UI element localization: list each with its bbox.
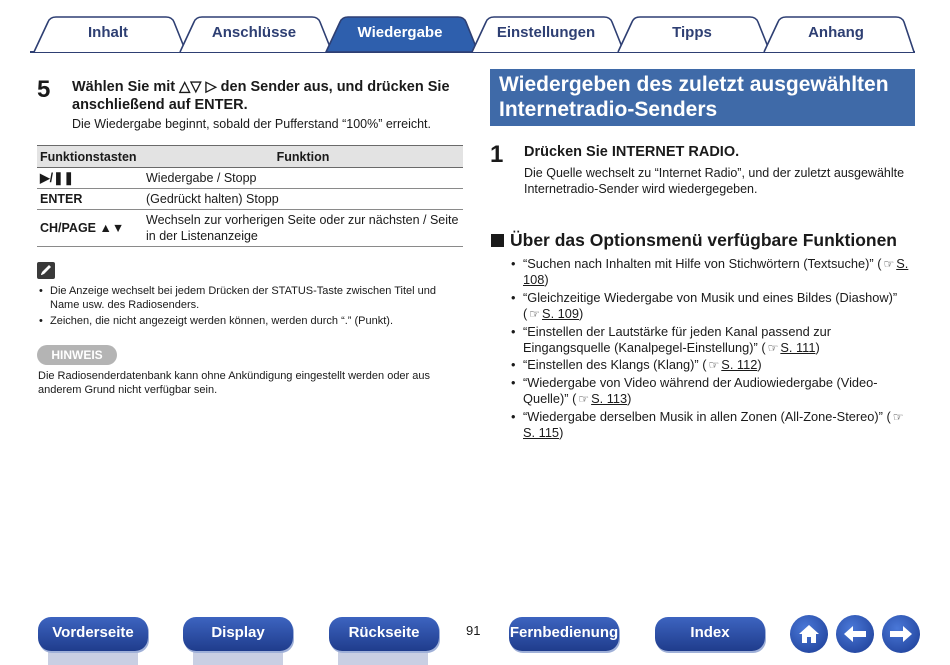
vorderseite-button[interactable]: Vorderseite xyxy=(38,617,148,651)
table-cell-function: Wechseln zur vorherigen Seite oder zur nächsten / Seite in der Listenanzeige xyxy=(143,210,463,247)
display-button[interactable]: Display xyxy=(183,617,293,651)
table-cell-function: Wiedergabe / Stopp xyxy=(143,168,463,189)
pointing-hand-icon: ☞ xyxy=(529,307,541,322)
page-reference-link[interactable]: S. 115 xyxy=(523,425,560,441)
table-header-row xyxy=(37,146,463,168)
page-reference-link[interactable]: S. 113 xyxy=(591,391,628,407)
list-item: • “Gleichzeitige Wiedergabe von Musik und eines Bildes (Diashow)” ( ☞ S. 109) xyxy=(510,290,915,323)
tab-tipps[interactable]: Tipps xyxy=(672,24,712,41)
page-reference-link[interactable]: S. 108 xyxy=(523,256,909,288)
table-header-keys: Funktionstasten xyxy=(37,146,143,168)
list-item: • “Einstellen der Lautstärke für jeden Kanal passend zur Eingangsquelle (Kanalpegel-Einstellung)” ( ☞ S. 111) xyxy=(510,324,915,357)
page-reference-link[interactable]: S. 112 xyxy=(721,357,758,373)
back-button[interactable] xyxy=(836,615,874,653)
table-cell-key: CH/PAGE ▲▼ xyxy=(37,210,143,247)
pencil-icon xyxy=(37,262,55,279)
table-cell-function: (Gedrückt halten) Stopp xyxy=(143,189,463,210)
pointing-hand-icon: ☞ xyxy=(578,392,590,407)
page-number: 91 xyxy=(466,623,481,638)
home-icon xyxy=(790,615,828,653)
section-title: Wiedergeben des zuletzt ausgewählten Internetradio-Senders xyxy=(490,69,915,126)
fernbedienung-button[interactable]: Fernbedienung xyxy=(509,617,619,651)
step-heading-line2: anschließend auf ENTER. xyxy=(72,97,248,113)
options-heading-text: Über das Optionsmenü verfügbare Funktionen xyxy=(510,230,897,250)
options-list xyxy=(510,256,915,442)
step-heading-internet-radio: Drücken Sie INTERNET RADIO. xyxy=(524,144,740,160)
notes-list xyxy=(38,284,458,328)
arrow-left-icon xyxy=(836,615,874,653)
home-button[interactable] xyxy=(790,615,828,653)
footer-button-shadow xyxy=(48,651,138,665)
tab-anschluesse[interactable]: Anschlüsse xyxy=(211,24,297,41)
list-item: • “Wiedergabe derselben Musik in allen Zonen (All-Zone-Stereo)” ( ☞S. 115) xyxy=(510,409,915,442)
hinweis-badge: HINWEIS xyxy=(37,345,117,365)
option-text: “Einstellen des Klangs (Klang)” ( xyxy=(523,357,707,373)
step-number-5: 5 xyxy=(37,76,51,103)
arrow-right-icon xyxy=(882,615,920,653)
footer-button-shadow xyxy=(193,651,283,665)
table-row xyxy=(37,189,463,210)
list-item: • Zeichen, die nicht angezeigt werden können, werden durch “.” (Punkt). xyxy=(38,314,458,328)
table-cell-key: ENTER xyxy=(37,189,143,210)
forward-button[interactable] xyxy=(882,615,920,653)
options-section-heading xyxy=(491,230,897,251)
step-description: Die Wiedergabe beginnt, sobald der Pufferstand “100%” erreicht. xyxy=(72,117,432,131)
list-item: • “Einstellen des Klangs (Klang)” ( ☞ S. 112) xyxy=(510,357,915,373)
option-text: “Wiedergabe derselben Musik in allen Zonen (All-Zone-Stereo)” ( xyxy=(523,408,891,424)
table-header-function: Funktion xyxy=(143,146,463,168)
tab-wiedergabe[interactable]: Wiedergabe xyxy=(357,24,443,41)
pointing-hand-icon: ☞ xyxy=(708,358,720,373)
step-number-1: 1 xyxy=(490,141,504,168)
square-bullet-icon xyxy=(491,234,504,247)
hinweis-text: Die Radiosenderdatenbank kann ohne Ankündigung eingestellt werden oder aus anderem Grund nicht verfügbar sein. xyxy=(38,370,431,396)
footer-button-shadow xyxy=(338,651,428,665)
table-row xyxy=(37,168,463,189)
pointing-hand-icon: ☞ xyxy=(883,257,895,271)
option-text: “Gleichzeitige Wiedergabe von Musik und eines Bildes (Diashow)” ( xyxy=(523,289,898,322)
rueckseite-button[interactable]: Rückseite xyxy=(329,617,439,651)
pointing-hand-icon: ☞ xyxy=(892,409,904,424)
tab-bar xyxy=(0,0,950,58)
step-heading xyxy=(72,78,467,114)
option-text: “Einstellen der Lautstärke für jeden Kanal passend zur Eingangsquelle (Kanalpegel-Einstellung)” ( xyxy=(523,323,832,356)
table-row xyxy=(37,210,463,247)
index-button[interactable]: Index xyxy=(655,617,765,651)
list-item: • “Wiedergabe von Video während der Audiowiedergabe (Video-Quelle)” ( ☞ S. 113) xyxy=(510,375,915,408)
option-text: “Suchen nach Inhalten mit Hilfe von Stichwörtern (Textsuche)” ( xyxy=(523,256,882,271)
list-item: • Die Anzeige wechselt bei jedem Drücken der STATUS-Taste zwischen Titel und Name usw. des Radiosenders. xyxy=(38,284,458,312)
step-description-internet-radio: Die Quelle wechselt zu “Internet Radio”, und der zuletzt ausgewählte Internetradio-Sender wird wiedergegeben. xyxy=(524,166,905,196)
function-table xyxy=(37,145,463,247)
step-heading-line1: Wählen Sie mit △▽ ▷ den Sender aus, und drücken Sie xyxy=(72,79,450,95)
page-reference-link[interactable]: S. 109 xyxy=(542,306,580,322)
list-item: • “Suchen nach Inhalten mit Hilfe von Stichwörtern (Textsuche)” ( ☞ S. 108) xyxy=(510,256,915,289)
tab-anhang[interactable]: Anhang xyxy=(808,24,864,41)
tab-inhalt[interactable]: Inhalt xyxy=(88,24,128,41)
table-cell-key: ▶/❚❚ xyxy=(37,168,143,189)
pointing-hand-icon: ☞ xyxy=(767,341,779,356)
pencil-note-icon xyxy=(37,262,55,279)
tab-einstellungen[interactable]: Einstellungen xyxy=(496,24,596,41)
option-text: “Wiedergabe von Video während der Audiowiedergabe (Video-Quelle)” ( xyxy=(523,374,878,407)
page-reference-link[interactable]: S. 111 xyxy=(780,340,816,356)
